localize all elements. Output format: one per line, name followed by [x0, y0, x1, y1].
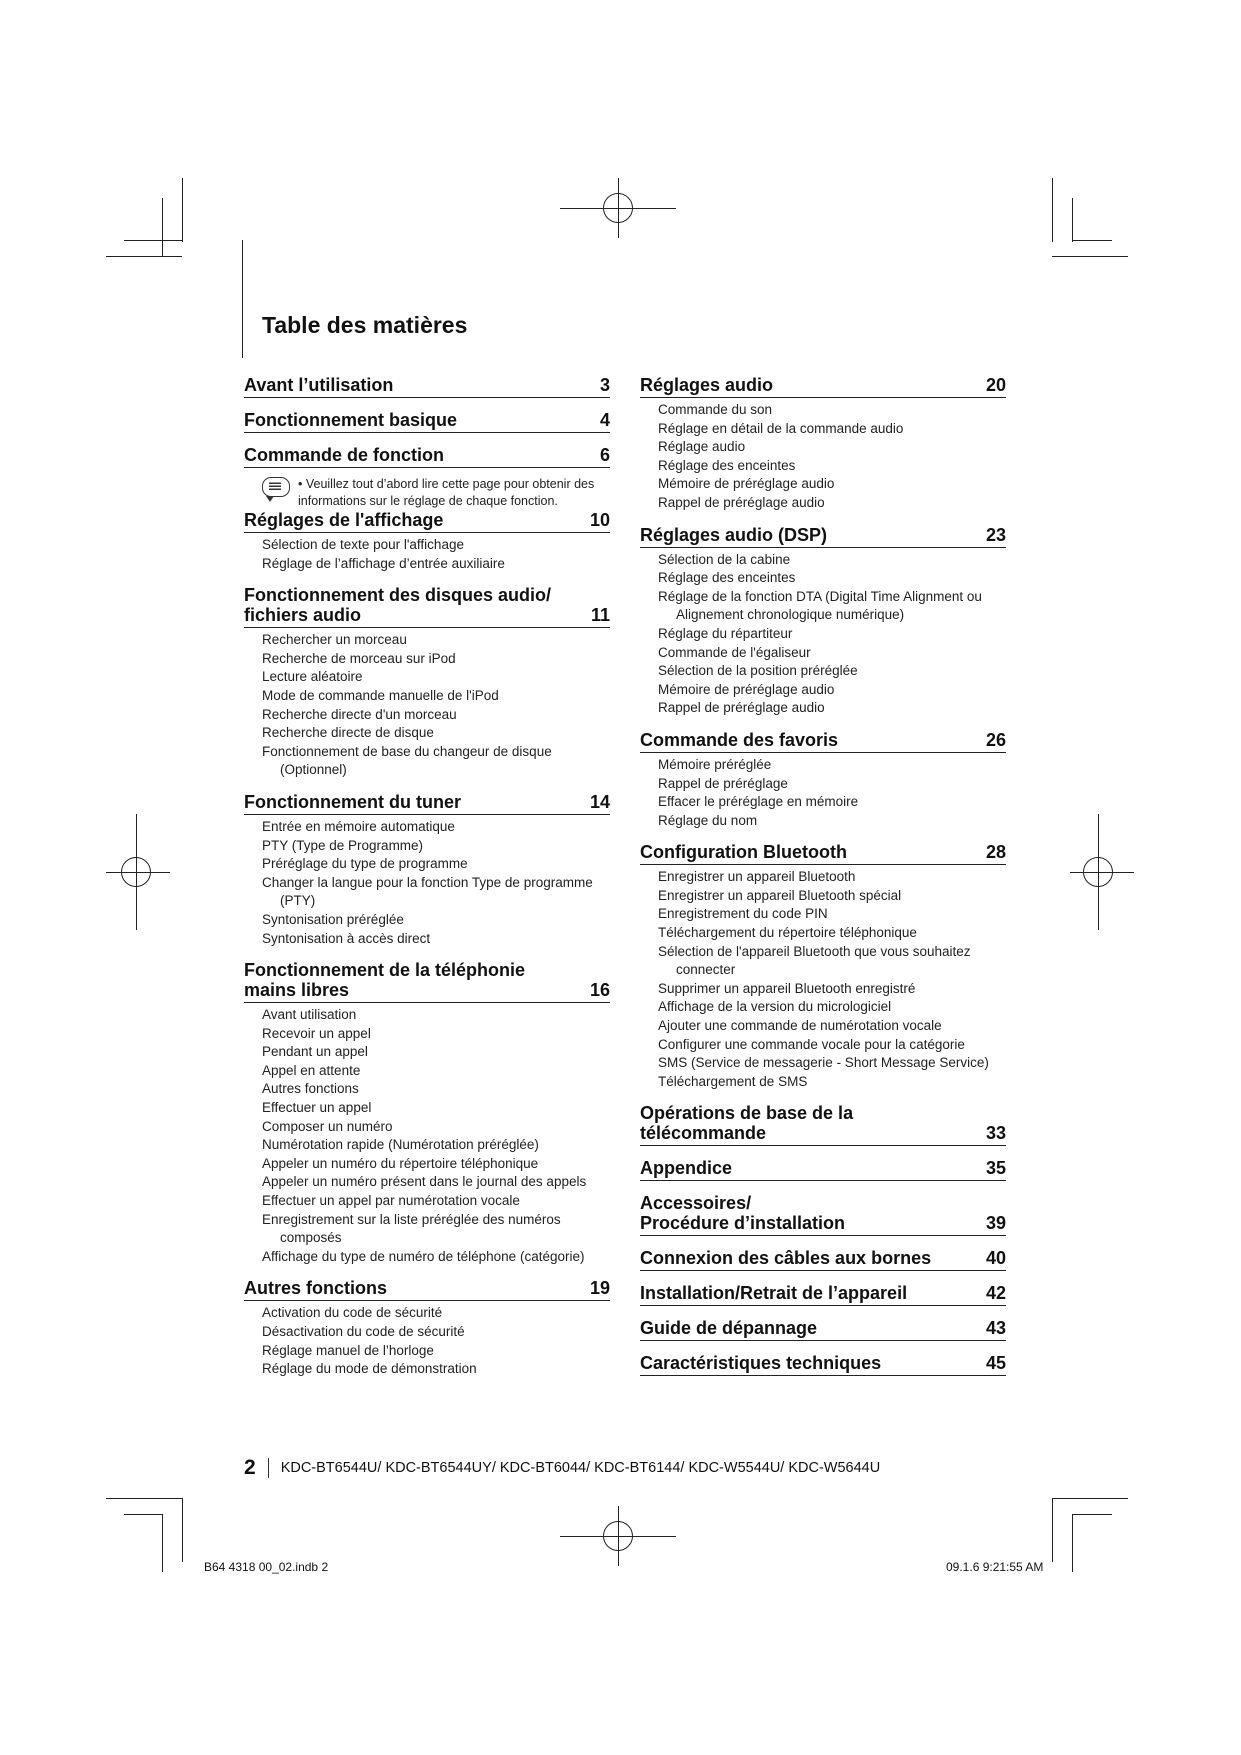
- toc-subitem[interactable]: Syntonisation à accès direct: [262, 930, 431, 946]
- toc-section-title: Réglages audio: [640, 375, 774, 395]
- toc-subitem[interactable]: Enregistrer un appareil Bluetooth: [658, 869, 856, 885]
- toc-subitem[interactable]: Recherche directe de disque: [262, 725, 434, 741]
- toc-subitem[interactable]: Effectuer un appel: [262, 1100, 372, 1116]
- footer-divider: [268, 1458, 269, 1478]
- toc-subitem[interactable]: Mémoire préréglée: [658, 756, 772, 772]
- toc-section: [640, 375, 1006, 513]
- toc-page-number: 16: [589, 980, 610, 1001]
- slug-timestamp: 09.1.6 9:21:55 AM: [946, 1560, 1044, 1574]
- toc-section: [244, 445, 610, 468]
- toc-subitem[interactable]: Sélection de texte pour l'affichage: [262, 537, 464, 552]
- toc-section-heading[interactable]: [640, 1353, 1006, 1376]
- toc-section: [244, 410, 610, 433]
- toc-section-heading[interactable]: [640, 842, 1006, 865]
- toc-subitem[interactable]: Enregistrement sur la liste préréglée des numéros composés: [262, 1211, 561, 1246]
- page-number: 2: [244, 1456, 256, 1479]
- toc-subitem[interactable]: Désactivation du code de sécurité: [262, 1324, 465, 1339]
- toc-subitem[interactable]: Ajouter une commande de numérotation vocale: [658, 1018, 942, 1034]
- toc-subitem-list: [244, 818, 610, 948]
- toc-section-heading[interactable]: [244, 445, 610, 468]
- toc-section-title: Opérations de base de la télécommande: [640, 1103, 854, 1144]
- toc-section: [640, 842, 1006, 1091]
- toc-subitem-list: [640, 868, 1006, 1091]
- toc-section: [244, 960, 610, 1266]
- toc-subitem[interactable]: Supprimer un appareil Bluetooth enregistré: [658, 980, 916, 996]
- toc-section-title: Guide de dépannage: [640, 1318, 818, 1339]
- toc-subitem[interactable]: Lecture aléatoire: [262, 669, 363, 685]
- note-icon: [262, 477, 290, 497]
- toc-subitem[interactable]: Sélection de la position préréglée: [658, 663, 858, 679]
- toc-subitem-list: [244, 1304, 610, 1378]
- toc-subitem[interactable]: Avant utilisation: [262, 1007, 357, 1023]
- toc-section-title: Fonctionnement de la téléphonie mains libres: [244, 960, 526, 1001]
- toc-subitem[interactable]: Appeler un numéro présent dans le journal des appels: [262, 1174, 587, 1190]
- toc-subitem[interactable]: Recherche de morceau sur iPod: [262, 650, 456, 666]
- toc-section: [244, 792, 610, 948]
- toc-section: [640, 1353, 1006, 1376]
- toc-page-number: 42: [985, 1283, 1006, 1304]
- toc-section-title: Fonctionnement des disques audio/ fichiers audio: [244, 585, 552, 626]
- toc-subitem[interactable]: Configurer une commande vocale pour la catégorie: [658, 1036, 965, 1052]
- toc-page-number: 33: [985, 1123, 1006, 1144]
- toc-subitem[interactable]: SMS (Service de messagerie - Short Message Service): [658, 1055, 989, 1071]
- toc-section-heading[interactable]: [244, 1278, 610, 1301]
- toc-subitem[interactable]: Numérotation rapide (Numérotation préréglée): [262, 1137, 539, 1153]
- toc-section: [244, 510, 610, 573]
- toc-section-title: Appendice: [640, 1158, 733, 1179]
- toc-section-title: Réglages audio (DSP): [640, 524, 828, 545]
- toc-section: [640, 1318, 1006, 1341]
- toc-section-heading[interactable]: [640, 1283, 1006, 1306]
- toc-section-heading[interactable]: [244, 792, 610, 815]
- toc-page-number: 19: [589, 1278, 610, 1299]
- toc-page-number: 43: [985, 1318, 1006, 1339]
- toc-subitem[interactable]: Appeler un numéro du répertoire téléphonique: [262, 1155, 539, 1171]
- toc-subitem-list: [640, 551, 1006, 718]
- toc-page-number: 45: [985, 1353, 1006, 1374]
- toc-subitem[interactable]: Mémoire de préréglage audio: [658, 476, 835, 492]
- toc-section: [244, 1278, 610, 1378]
- toc-section-heading[interactable]: [640, 1193, 1006, 1236]
- toc-section: [244, 375, 610, 398]
- toc-section-heading[interactable]: [244, 585, 610, 628]
- toc-section-title: Avant l’utilisation: [244, 375, 394, 395]
- toc-subitem[interactable]: Enregistrer un appareil Bluetooth spécial: [658, 887, 902, 903]
- toc-page-number: 23: [985, 524, 1006, 545]
- toc-section-heading[interactable]: [244, 960, 610, 1003]
- toc-left-column: [244, 375, 610, 1379]
- toc-section: [640, 1193, 1006, 1236]
- toc-page-number: 4: [599, 410, 610, 430]
- toc-subitem[interactable]: Appel en attente: [262, 1062, 361, 1078]
- toc-subitem[interactable]: Téléchargement du répertoire téléphonique: [658, 925, 917, 941]
- toc-right-column: [640, 375, 1006, 1376]
- toc-subitem[interactable]: Activation du code de sécurité: [262, 1305, 443, 1321]
- toc-section-title: Installation/Retrait de l’appareil: [640, 1283, 908, 1304]
- toc-section-heading[interactable]: [244, 375, 610, 398]
- toc-subitem[interactable]: Commande de l'égaliseur: [658, 644, 811, 660]
- toc-subitem[interactable]: Effacer le préréglage en mémoire: [658, 794, 859, 810]
- toc-section-heading[interactable]: [640, 1248, 1006, 1271]
- slug-file: B64 4318 00_02.indb 2: [204, 1560, 329, 1574]
- toc-section: [640, 1158, 1006, 1181]
- toc-subitem[interactable]: Réglage de l’affichage d’entrée auxiliaire: [262, 555, 505, 571]
- toc-subitem[interactable]: Changer la langue pour la fonction Type de programme (PTY): [262, 874, 593, 909]
- toc-page-number: 10: [589, 510, 610, 530]
- toc-subitem[interactable]: Syntonisation préréglée: [262, 911, 404, 927]
- toc-subitem-list: [244, 1006, 610, 1266]
- toc-subitem[interactable]: Entrée en mémoire automatique: [262, 818, 455, 834]
- toc-section: [640, 525, 1006, 718]
- toc-subitem[interactable]: Recevoir un appel: [262, 1025, 371, 1041]
- toc-page-number: 11: [590, 605, 610, 626]
- toc-section: [244, 585, 610, 780]
- toc-page-number: 26: [985, 729, 1006, 750]
- toc-subitem[interactable]: Affichage de la version du micrologiciel: [658, 999, 892, 1015]
- toc-subitem[interactable]: Recherche directe d'un morceau: [262, 706, 457, 722]
- toc-page-number: 28: [985, 842, 1006, 863]
- toc-page-number: 20: [985, 375, 1006, 395]
- toc-subitem[interactable]: Rappel de préréglage audio: [658, 700, 825, 716]
- toc-subitem[interactable]: Réglage du nom: [658, 812, 758, 828]
- toc-subitem[interactable]: Sélection de la cabine: [658, 551, 791, 567]
- toc-section-title: Caractéristiques techniques: [640, 1353, 882, 1374]
- toc-page-number: 3: [599, 375, 610, 395]
- toc-subitem[interactable]: Téléchargement de SMS: [658, 1073, 808, 1089]
- toc-subitem[interactable]: Effectuer un appel par numérotation vocale: [262, 1193, 520, 1209]
- toc-subitem[interactable]: Réglage des enceintes: [658, 457, 796, 473]
- toc-page-number: 39: [985, 1213, 1006, 1234]
- toc-page-number: 40: [985, 1248, 1006, 1269]
- toc-subitem[interactable]: Réglage de la fonction DTA (Digital Time Alignment ou Alignement chronologique numérique): [658, 588, 982, 623]
- toc-section-title: Fonctionnement basique: [244, 410, 458, 430]
- toc-section: [640, 1248, 1006, 1271]
- toc-section-title: Autres fonctions: [244, 1278, 388, 1299]
- toc-subitem[interactable]: Réglage manuel de l’horloge: [262, 1342, 434, 1358]
- title-accent-bar: [242, 240, 243, 358]
- toc-subitem[interactable]: Réglage audio: [658, 439, 746, 455]
- toc-section: [640, 730, 1006, 830]
- toc-subitem[interactable]: Enregistrement du code PIN: [658, 906, 828, 922]
- toc-subitem-list: [244, 631, 610, 780]
- toc-page-number: 6: [599, 445, 610, 465]
- toc-subitem[interactable]: PTY (Type de Programme): [262, 837, 424, 853]
- toc-section-heading[interactable]: [640, 1103, 1006, 1146]
- toc-subitem[interactable]: Pendant un appel: [262, 1044, 368, 1060]
- toc-subitem-list: [640, 756, 1006, 830]
- page-footer: [244, 1456, 880, 1480]
- page-title: Table des matières: [262, 312, 468, 338]
- toc-section-title: Accessoires/ Procédure d’installation: [640, 1193, 846, 1234]
- toc-section: [640, 1103, 1006, 1146]
- toc-subitem[interactable]: Préréglage du type de programme: [262, 856, 468, 872]
- toc-section-heading[interactable]: [244, 510, 610, 533]
- toc-subitem[interactable]: Réglage du mode de démonstration: [262, 1361, 477, 1377]
- toc-section-title: Configuration Bluetooth: [640, 842, 847, 863]
- toc-section-heading[interactable]: [640, 730, 1006, 753]
- toc-section-heading[interactable]: [640, 1158, 1006, 1181]
- toc-subitem-list: [244, 536, 610, 573]
- toc-section-title: Fonctionnement du tuner: [244, 791, 461, 812]
- toc-page-number: 35: [985, 1158, 1006, 1179]
- toc-subitem[interactable]: Réglage du répartiteur: [658, 625, 793, 641]
- toc-subitem[interactable]: Fonctionnement de base du changeur de disque (Optionnel): [262, 743, 552, 778]
- toc-section-title: Réglages de l'affichage: [244, 510, 444, 530]
- toc-subitem[interactable]: Sélection de l'appareil Bluetooth que vous souhaitez connecter: [658, 943, 971, 978]
- toc-section-title: Connexion des câbles aux bornes: [640, 1248, 932, 1269]
- toc-section-heading[interactable]: [244, 410, 610, 433]
- toc-subitem[interactable]: Commande du son: [658, 402, 773, 417]
- toc-subitem[interactable]: Affichage du type de numéro de téléphone (catégorie): [262, 1248, 585, 1264]
- toc-subitem-list: [640, 401, 1006, 513]
- note-box: [262, 476, 610, 510]
- toc-subitem[interactable]: Mode de commande manuelle de l'iPod: [262, 687, 499, 703]
- toc-subitem[interactable]: Rappel de préréglage audio: [658, 494, 825, 510]
- note-text: • Veuillez tout d’abord lire cette page pour obtenir des informations sur le réglage de chaque fonction.: [298, 477, 595, 508]
- toc-section-title: Commande de fonction: [244, 445, 445, 465]
- toc-subitem[interactable]: Réglage en détail de la commande audio: [658, 420, 904, 436]
- toc-subitem[interactable]: Réglage des enceintes: [658, 570, 796, 586]
- toc-subitem[interactable]: Rappel de préréglage: [658, 775, 788, 791]
- toc-section-heading[interactable]: [640, 375, 1006, 398]
- toc-section-heading[interactable]: [640, 1318, 1006, 1341]
- toc-section: [640, 1283, 1006, 1306]
- toc-subitem[interactable]: Rechercher un morceau: [262, 632, 407, 648]
- toc-section-heading[interactable]: [640, 525, 1006, 548]
- toc-subitem[interactable]: Composer un numéro: [262, 1118, 393, 1134]
- model-list: KDC-BT6544U/ KDC-BT6544UY/ KDC-BT6044/ KDC-BT6144/ KDC-W5544U/ KDC-W5644U: [280, 1460, 881, 1476]
- toc-page-number: 14: [589, 791, 610, 812]
- toc-section-title: Commande des favoris: [640, 729, 839, 750]
- toc-subitem[interactable]: Mémoire de préréglage audio: [658, 681, 835, 697]
- toc-subitem[interactable]: Autres fonctions: [262, 1081, 359, 1097]
